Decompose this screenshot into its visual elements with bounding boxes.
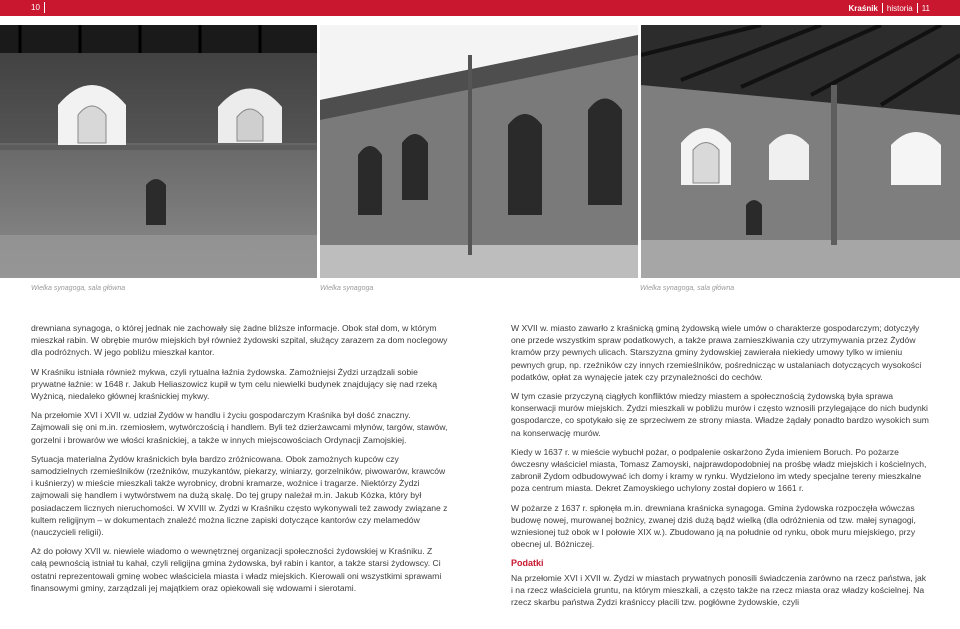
header-divider [44, 2, 45, 13]
photo-synagogue-exterior [320, 25, 638, 278]
page-number-left: 10 [31, 3, 40, 12]
photo-synagogue-main-hall-1 [0, 25, 317, 278]
header-running-title [849, 3, 930, 13]
paragraph: W tym czasie przyczyną ciągłych konfliktów miedzy miastem a społecznością żydowską była sprawa konserwacji murów miejskich. Żydzi mieszkali w pobliżu murów i często wznosili przylegające do nich budynki gospodarcze, co spotykało się ze sprzeciwem ze strony miasta. Władze żądały ponadto bardzo wysokich sum na konserwację murów. [511, 391, 929, 438]
section-subheading: Podatki [511, 558, 544, 569]
photo-synagogue-main-hall-2 [641, 25, 960, 278]
paragraph: W Kraśniku istniała również mykwa, czyli rytualna łaźnia żydowska. Zamożniejsi Żydzi urządzali sobie prywatne łaźnie: w 1648 r. Jakub Heliaszowicz kupił w tym celu niewielki budynek znajdujący się nad rzeką Wyżnicą, niedaleko głównej kraśnickiej mykwy. [31, 366, 438, 402]
photo-caption: Wielka synagoga, sala główna [31, 285, 126, 292]
photo-caption: Wielka synagoga, sala główna [640, 285, 735, 292]
page-header [0, 0, 960, 16]
header-divider [917, 3, 918, 13]
paragraph: Na przełomie XVI i XVII w. udział Żydów w handlu i życiu gospodarczym Kraśnika był dość znaczny. Zajmowali się oni m.in. rzemiosłem, wytwórczością i handlem. Byli też dzierżawcami młynów, targów, stawów, gorzelni i browarów we włości kraśnickiej, a także w innych miejscowościach Ordynacji Zamojskiej. [31, 410, 448, 445]
paragraph: Kiedy w 1637 r. w mieście wybuchł pożar, o podpalenie oskarżono Żyda imieniem Boruch. Po pożarze ówczesny właściciel miasta, Tomasz Zamoyski, najprawdopodobniej na prośbę władz miejskich i kościelnych, zabronił Żydom odbudowywać ich domy i kramy w rynku. Wydzielono im wtedy specjalne tereny mieszkalne poza centrum miasta. Dekret Zamoyskiego uchylony został dopiero w 1661 r. [511, 446, 927, 494]
header-section: historia [886, 4, 913, 13]
paragraph: Na przełomie XVI i XVII w. Żydzi w miastach prywatnych ponosili świadczenia zarówno na rzecz państwa, jak i na rzecz właściciela gruntu, na którym mieszkali, a często także na rzecz miasta oraz władzy kościelnej. Na rzecz skarbu państwa Żydzi kraśniccy płacili tzw. pogłówne żydowskie, czyli [511, 572, 927, 608]
page-number-right: 11 [921, 4, 930, 13]
paragraph: W XVII w. miasto zawarło z kraśnicką gminą żydowską wiele umów o charakterze gospodarczym; dotyczyły one przede wszystkim spraw podatkowych, a także prawa zamieszkiwania czy utrzymywania przez Żydów kramów przy pewnych ulicach. Starszyzna gminy żydowskiej zawierała niekiedy umowy tylko w imieniu pewnych grup, np. rzeźników czy innych rzemieślników, pośrednicząc w ustalaniach dotyczących wysokości podatków, opłat za wynajęcie jatek czy przynależności do cechów. [511, 323, 922, 382]
text-column-left [31, 322, 448, 601]
paragraph: Aż do połowy XVII w. niewiele wiadomo o wewnętrznej organizacji społeczności żydowskiej w Kraśniku. Z całą pewnością istniał tu kahał, czyli religijna gmina żydowska, był rabin i kantor, a także starsi żydowscy. Ci ostatni reprezentowali gminę wobec właściciela miasta i władz miejskich. Kierowali oni wszystkimi sprawami finansowymi gminy, zarządzali jej majątkiem oraz opiekowali się wdowami i sierotami. [31, 546, 442, 593]
paragraph: W pożarze z 1637 r. spłonęła m.in. drewniana kraśnicka synagoga. Gmina żydowska rozpoczęła wówczas budowę nowej, murowanej bożnicy, zwanej dziś dużą bądź wielką (dla odróżnienia od tzw. małej synagogi, wzniesionej tuż obok w I połowie XIX w.). Zbudowano ją na południe od rynku, obok muru miejskiego, przy obecnej ul. Bóżniczej. [511, 502, 916, 550]
paragraph: drewniana synagoga, o której jednak nie zachowały się żadne bliższe informacje. Obok stał dom, w którym mieszkał rabin. W obrębie murów miejskich był również żydowski szpital, służący zarazem za dom noclegowy dla podróżnych. W jego pobliżu mieszkał kantor. [31, 323, 448, 358]
text-column-right [511, 322, 929, 615]
photo-caption: Wielka synagoga [320, 285, 374, 292]
header-divider [882, 3, 883, 13]
paragraph: Sytuacja materialna Żydów kraśnickich była bardzo zróżnicowana. Obok zamożnych kupców czy samodzielnych rzemieślników (rzeźników, muzykantów, piekarzy, winiarzy, gorzelników, piwowarów, krawców i kuśnierzy) w mieście mieszkali także wyrobnicy, drobni kramarze, woźnice i tragarze. Niektórzy Żydzi zajmowali się handlem i wytwórstwem na dużą skalę. Do tej grupy należał m.in. Jakub Kózka, który był posiadaczem licznych nieruchomości. W XVIII w. Żydzi w Kraśniku często wykonywali też zawody związane z kultem religijnym – w dokumentach znaleźć można liczne zapiski dotyczące kantorów czy melamedów (nauczycieli religii). [31, 453, 448, 538]
header-title: Kraśnik [848, 4, 878, 13]
